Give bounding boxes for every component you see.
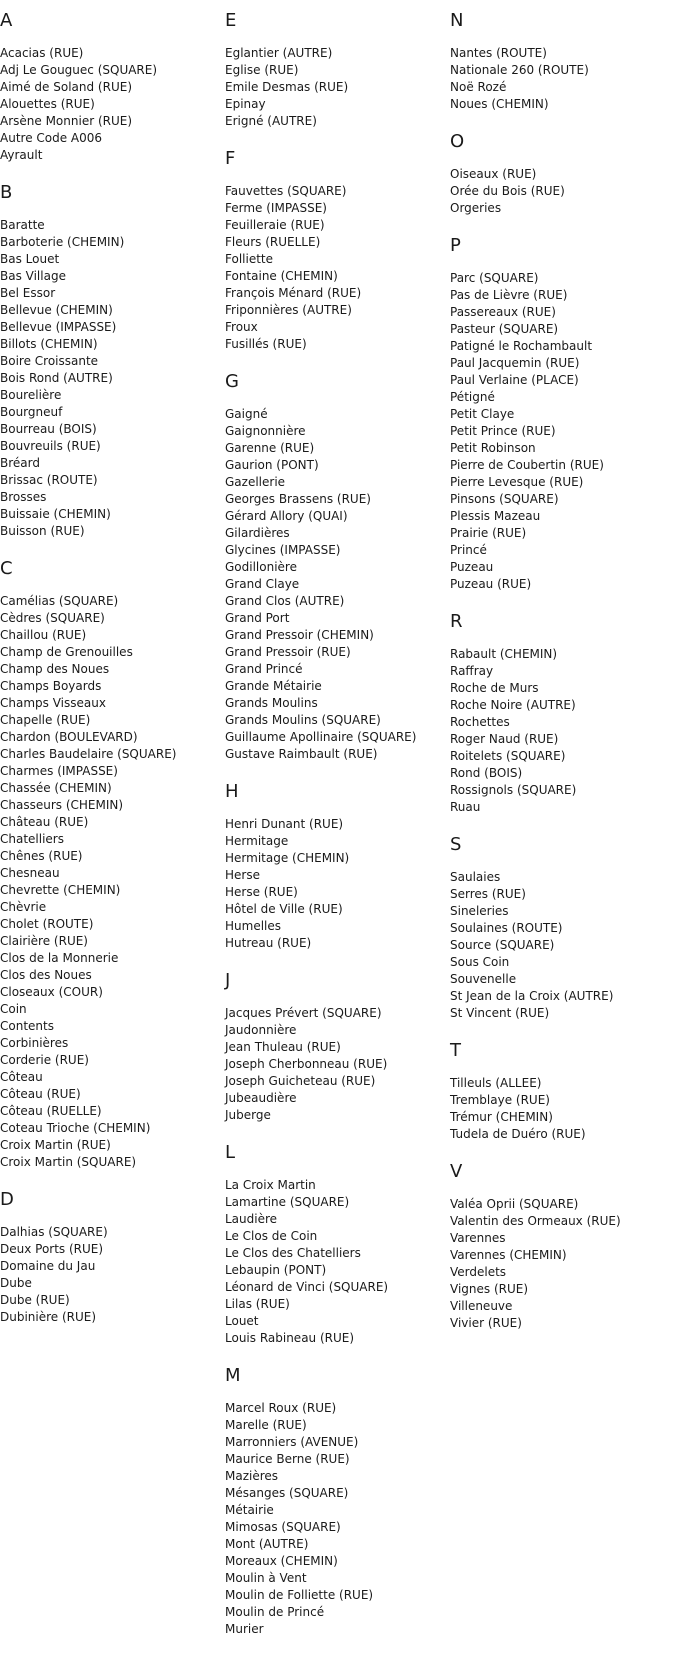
street-link[interactable]: François Ménard (RUE) xyxy=(225,286,362,300)
street-link[interactable]: Grand Pressoir (CHEMIN) xyxy=(225,628,374,642)
street-link[interactable]: Paul Verlaine (PLACE) xyxy=(450,373,579,387)
street-link[interactable]: Pinsons (SQUARE) xyxy=(450,492,559,506)
street-link[interactable]: Puzeau xyxy=(450,560,494,574)
street-link[interactable]: Champs Boyards xyxy=(0,679,102,693)
street-link[interactable]: Ferme (IMPASSE) xyxy=(225,201,327,215)
street-link[interactable]: Sineleries xyxy=(450,904,509,918)
street-link[interactable]: Champs Visseaux xyxy=(0,696,106,710)
street-link[interactable]: Clos des Noues xyxy=(0,968,92,982)
letter-section xyxy=(225,370,450,763)
street-link[interactable]: Corderie (RUE) xyxy=(0,1053,89,1067)
street-link[interactable]: Bel Essor xyxy=(0,286,56,300)
street-link[interactable]: St Jean de la Croix (AUTRE) xyxy=(450,989,614,1003)
letter-heading: V xyxy=(450,1161,463,1182)
street-link[interactable]: Chasseurs (CHEMIN) xyxy=(0,798,124,812)
street-link[interactable]: Corbinières xyxy=(0,1036,69,1050)
street-link[interactable]: Mésanges (SQUARE) xyxy=(225,1486,349,1500)
street-link[interactable]: Jean Thuleau (RUE) xyxy=(225,1040,341,1054)
street-link[interactable]: Verdelets xyxy=(450,1265,507,1279)
street-link[interactable]: Grand Port xyxy=(225,611,290,625)
street-link[interactable]: Souvenelle xyxy=(450,972,517,986)
street-link[interactable]: Roitelets (SQUARE) xyxy=(450,749,566,763)
street-link[interactable]: Brissac (ROUTE) xyxy=(0,473,98,487)
street-link[interactable]: Cèdres (SQUARE) xyxy=(0,611,105,625)
street-link[interactable]: Eglantier (AUTRE) xyxy=(225,46,333,60)
street-link[interactable]: Marelle (RUE) xyxy=(225,1418,307,1432)
letter-section xyxy=(225,780,450,952)
street-list xyxy=(225,1005,450,1124)
street-link[interactable]: Buissaie (CHEMIN) xyxy=(0,507,111,521)
street-link[interactable]: Emile Desmas (RUE) xyxy=(225,80,349,94)
street-link[interactable]: Bois Rond (AUTRE) xyxy=(0,371,113,385)
street-link[interactable]: Château (RUE) xyxy=(0,815,89,829)
street-link[interactable]: Croix Martin (SQUARE) xyxy=(0,1155,137,1169)
street-list xyxy=(450,1196,675,1332)
letter-heading: E xyxy=(225,10,237,31)
street-link[interactable]: Roche Noire (AUTRE) xyxy=(450,698,576,712)
street-link[interactable]: Barboterie (CHEMIN) xyxy=(0,235,125,249)
street-link[interactable]: Coteau Trioche (CHEMIN) xyxy=(0,1121,151,1135)
street-list xyxy=(0,45,225,164)
street-link[interactable]: Moreaux (CHEMIN) xyxy=(225,1554,338,1568)
street-link[interactable]: Croix Martin (RUE) xyxy=(0,1138,111,1152)
street-link[interactable]: Georges Brassens (RUE) xyxy=(225,492,371,506)
street-link[interactable]: Bréard xyxy=(0,456,40,470)
street-link[interactable]: Humelles xyxy=(225,919,282,933)
street-link[interactable]: Champ des Noues xyxy=(0,662,110,676)
letter-section xyxy=(450,833,675,1022)
street-list xyxy=(450,45,675,113)
street-link[interactable]: Henri Dunant (RUE) xyxy=(225,817,344,831)
street-link[interactable]: Ruau xyxy=(450,800,481,814)
street-link[interactable]: Cholet (ROUTE) xyxy=(0,917,94,931)
letter-heading: N xyxy=(450,10,464,31)
street-link[interactable]: Coin xyxy=(0,1002,27,1016)
street-link[interactable]: Rond (BOIS) xyxy=(450,766,523,780)
street-link[interactable]: Chaillou (RUE) xyxy=(0,628,87,642)
street-link[interactable]: Bourelière xyxy=(0,388,62,402)
street-link[interactable]: Herse xyxy=(225,868,260,882)
street-link[interactable]: Pierre Levesque (RUE) xyxy=(450,475,584,489)
street-link[interactable]: Jubeaudière xyxy=(225,1091,297,1105)
street-link[interactable]: Gazellerie xyxy=(225,475,286,489)
street-list xyxy=(225,45,450,130)
street-link[interactable]: Roger Naud (RUE) xyxy=(450,732,559,746)
street-link[interactable]: Parc (SQUARE) xyxy=(450,271,539,285)
street-link[interactable]: Epinay xyxy=(225,97,266,111)
street-list xyxy=(0,593,225,1171)
street-link[interactable]: Camélias (SQUARE) xyxy=(0,594,119,608)
letter-heading: L xyxy=(225,1142,236,1163)
street-link[interactable]: Valentin des Ormeaux (RUE) xyxy=(450,1214,621,1228)
street-link[interactable]: Moulin de Princé xyxy=(225,1605,325,1619)
street-link[interactable]: Grand Princé xyxy=(225,662,303,676)
letter-heading: T xyxy=(450,1040,461,1061)
street-link[interactable]: Patigné le Rochambault xyxy=(450,339,593,353)
street-list xyxy=(450,1075,675,1143)
street-link[interactable]: Chesneau xyxy=(0,866,60,880)
street-link[interactable]: Grands Moulins xyxy=(225,696,318,710)
street-link[interactable]: Chatelliers xyxy=(0,832,64,846)
street-link[interactable]: Arsène Monnier (RUE) xyxy=(0,114,133,128)
street-link[interactable]: Grands Moulins (SQUARE) xyxy=(225,713,381,727)
letter-section xyxy=(450,234,675,593)
street-link[interactable]: Charles Baudelaire (SQUARE) xyxy=(0,747,177,761)
letter-heading: B xyxy=(0,182,13,203)
street-link[interactable]: Gaignonnière xyxy=(225,424,306,438)
letter-heading: H xyxy=(225,781,239,802)
letter-heading: O xyxy=(450,131,465,152)
street-link[interactable]: Billots (CHEMIN) xyxy=(0,337,98,351)
street-link[interactable]: Grand Claye xyxy=(225,577,300,591)
street-link[interactable]: Pétigné xyxy=(450,390,495,404)
street-link[interactable]: Prairie (RUE) xyxy=(450,526,527,540)
street-link[interactable]: Hermitage (CHEMIN) xyxy=(225,851,350,865)
street-link[interactable]: Champ de Grenouilles xyxy=(0,645,133,659)
letter-heading: C xyxy=(0,558,13,579)
street-link[interactable]: Louis Rabineau (RUE) xyxy=(225,1331,355,1345)
street-link[interactable]: Rochettes xyxy=(450,715,510,729)
street-link[interactable]: Pasteur (SQUARE) xyxy=(450,322,559,336)
street-list xyxy=(225,406,450,763)
street-link[interactable]: Jaudonnière xyxy=(225,1023,297,1037)
street-list xyxy=(450,166,675,217)
street-link[interactable]: Métairie xyxy=(225,1503,274,1517)
street-link[interactable]: Varennes (CHEMIN) xyxy=(450,1248,567,1262)
street-link[interactable]: Dube (RUE) xyxy=(0,1293,70,1307)
street-list xyxy=(0,217,225,540)
letter-section xyxy=(225,9,450,130)
street-link[interactable]: Paul Jacquemin (RUE) xyxy=(450,356,580,370)
street-link[interactable]: Serres (RUE) xyxy=(450,887,526,901)
street-link[interactable]: Closeaux (COUR) xyxy=(0,985,103,999)
letter-section xyxy=(450,1160,675,1332)
street-link[interactable]: Côteau (RUE) xyxy=(0,1087,81,1101)
letter-section xyxy=(225,147,450,353)
street-link[interactable]: Vignes (RUE) xyxy=(450,1282,529,1296)
street-link[interactable]: Trémur (CHEMIN) xyxy=(450,1110,553,1124)
street-link[interactable]: Orgeries xyxy=(450,201,502,215)
street-link[interactable]: Gaurion (PONT) xyxy=(225,458,319,472)
index-column-2 xyxy=(225,9,450,1669)
street-link[interactable]: Bellevue (CHEMIN) xyxy=(0,303,113,317)
street-link[interactable]: Gérard Allory (QUAI) xyxy=(225,509,348,523)
street-list xyxy=(450,270,675,593)
street-link[interactable]: La Croix Martin xyxy=(225,1178,316,1192)
street-link[interactable]: Jacques Prévert (SQUARE) xyxy=(225,1006,382,1020)
street-link[interactable]: Maurice Berne (RUE) xyxy=(225,1452,350,1466)
street-link[interactable]: Noë Rozé xyxy=(450,80,507,94)
street-link[interactable]: Le Clos des Chatelliers xyxy=(225,1246,361,1260)
street-link[interactable]: Joseph Guicheteau (RUE) xyxy=(225,1074,376,1088)
street-link[interactable]: St Vincent (RUE) xyxy=(450,1006,550,1020)
street-link[interactable]: Bourreau (BOIS) xyxy=(0,422,97,436)
letter-section xyxy=(225,1141,450,1347)
street-link[interactable]: Moulin de Folliette (RUE) xyxy=(225,1588,374,1602)
street-link[interactable]: Fauvettes (SQUARE) xyxy=(225,184,347,198)
letter-heading: D xyxy=(0,1189,14,1210)
street-link[interactable]: Léonard de Vinci (SQUARE) xyxy=(225,1280,389,1294)
street-link[interactable]: Gaigné xyxy=(225,407,268,421)
street-link[interactable]: Oiseaux (RUE) xyxy=(450,167,537,181)
letter-section xyxy=(0,9,225,164)
street-link[interactable]: Charmes (IMPASSE) xyxy=(0,764,118,778)
street-link[interactable]: Hutreau (RUE) xyxy=(225,936,312,950)
street-link[interactable]: Aimé de Soland (RUE) xyxy=(0,80,132,94)
street-link[interactable]: Petit Claye xyxy=(450,407,515,421)
letter-heading: J xyxy=(225,970,231,991)
street-list xyxy=(225,183,450,353)
street-list xyxy=(225,1177,450,1347)
street-link[interactable]: Folliette xyxy=(225,252,273,266)
street-list xyxy=(450,869,675,1022)
street-link[interactable]: Petit Prince (RUE) xyxy=(450,424,556,438)
letter-section xyxy=(450,9,675,113)
letter-heading: F xyxy=(225,148,236,169)
street-link[interactable]: Herse (RUE) xyxy=(225,885,298,899)
street-link[interactable]: Marronniers (AVENUE) xyxy=(225,1435,359,1449)
letter-section xyxy=(0,557,225,1171)
letter-section xyxy=(0,1188,225,1326)
street-link[interactable]: Dalhias (SQUARE) xyxy=(0,1225,108,1239)
letter-section xyxy=(450,1039,675,1143)
street-link[interactable]: Pas de Lièvre (RUE) xyxy=(450,288,568,302)
letter-heading: A xyxy=(0,10,13,31)
street-link[interactable]: Glycines (IMPASSE) xyxy=(225,543,341,557)
letter-heading: P xyxy=(450,235,461,256)
street-link[interactable]: Nationale 260 (ROUTE) xyxy=(450,63,589,77)
street-link[interactable]: Bourgneuf xyxy=(0,405,63,419)
street-link[interactable]: Rabault (CHEMIN) xyxy=(450,647,558,661)
street-link[interactable]: Chardon (BOULEVARD) xyxy=(0,730,138,744)
letter-section xyxy=(450,130,675,217)
street-link[interactable]: Saulaies xyxy=(450,870,501,884)
street-link[interactable]: Sous Coin xyxy=(450,955,510,969)
street-link[interactable]: Marcel Roux (RUE) xyxy=(225,1401,337,1415)
letter-section xyxy=(225,969,450,1124)
street-link[interactable]: Valéa Oprii (SQUARE) xyxy=(450,1197,579,1211)
street-link[interactable]: Bas Village xyxy=(0,269,66,283)
street-link[interactable]: Buisson (RUE) xyxy=(0,524,85,538)
letter-section xyxy=(0,181,225,540)
street-link[interactable]: Raffray xyxy=(450,664,494,678)
street-link[interactable]: Clos de la Monnerie xyxy=(0,951,119,965)
street-link[interactable]: Baratte xyxy=(0,218,45,232)
street-link[interactable]: Guillaume Apollinaire (SQUARE) xyxy=(225,730,417,744)
street-link[interactable]: Bouvreuils (RUE) xyxy=(0,439,101,453)
street-link[interactable]: Adj Le Gouguec (SQUARE) xyxy=(0,63,158,77)
index-column-3 xyxy=(450,9,675,1669)
street-link[interactable]: Grande Métairie xyxy=(225,679,322,693)
letter-section xyxy=(225,1364,450,1638)
street-link[interactable]: Source (SQUARE) xyxy=(450,938,555,952)
street-link[interactable]: Joseph Cherbonneau (RUE) xyxy=(225,1057,388,1071)
street-link[interactable]: Bellevue (IMPASSE) xyxy=(0,320,117,334)
street-link[interactable]: Hermitage xyxy=(225,834,289,848)
street-link[interactable]: Chèvrie xyxy=(0,900,47,914)
street-link[interactable]: Friponnières (AUTRE) xyxy=(225,303,352,317)
street-link[interactable]: Lebaupin (PONT) xyxy=(225,1263,327,1277)
street-link[interactable]: Deux Ports (RUE) xyxy=(0,1242,104,1256)
street-link[interactable]: Vivier (RUE) xyxy=(450,1316,522,1330)
street-link[interactable]: Chevrette (CHEMIN) xyxy=(0,883,121,897)
street-link[interactable]: Lilas (RUE) xyxy=(225,1297,290,1311)
street-link[interactable]: Mont (AUTRE) xyxy=(225,1537,309,1551)
street-link[interactable]: Princé xyxy=(450,543,487,557)
street-link[interactable]: Tilleuls (ALLEE) xyxy=(450,1076,542,1090)
street-link[interactable]: Côteau (RUELLE) xyxy=(0,1104,102,1118)
letter-heading: R xyxy=(450,611,463,632)
street-link[interactable]: Contents xyxy=(0,1019,54,1033)
street-link[interactable]: Petit Robinson xyxy=(450,441,536,455)
street-link[interactable]: Gilardières xyxy=(225,526,290,540)
street-link[interactable]: Murier xyxy=(225,1622,264,1636)
street-link[interactable]: Grand Pressoir (RUE) xyxy=(225,645,351,659)
street-link[interactable]: Alouettes (RUE) xyxy=(0,97,95,111)
street-link[interactable]: Autre Code A006 xyxy=(0,131,103,145)
street-link[interactable]: Plessis Mazeau xyxy=(450,509,541,523)
street-link[interactable]: Puzeau (RUE) xyxy=(450,577,532,591)
street-list xyxy=(225,1400,450,1638)
street-link[interactable]: Dubinière (RUE) xyxy=(0,1310,97,1324)
street-link[interactable]: Tremblaye (RUE) xyxy=(450,1093,550,1107)
street-list xyxy=(225,816,450,952)
street-link[interactable]: Varennes xyxy=(450,1231,506,1245)
letter-heading: S xyxy=(450,834,462,855)
street-link[interactable]: Roche de Murs xyxy=(450,681,539,695)
street-link[interactable]: Ayrault xyxy=(0,148,43,162)
street-list xyxy=(0,1224,225,1326)
street-link[interactable]: Noues (CHEMIN) xyxy=(450,97,549,111)
street-link[interactable]: Soulaines (ROUTE) xyxy=(450,921,563,935)
street-link[interactable]: Le Clos de Coin xyxy=(225,1229,318,1243)
street-link[interactable]: Hôtel de Ville (RUE) xyxy=(225,902,343,916)
street-link[interactable]: Gustave Raimbault (RUE) xyxy=(225,747,378,761)
street-link[interactable]: Mazières xyxy=(225,1469,279,1483)
street-link[interactable]: Bas Louet xyxy=(0,252,60,266)
street-link[interactable]: Louet xyxy=(225,1314,259,1328)
street-link[interactable]: Fleurs (RUELLE) xyxy=(225,235,321,249)
street-link[interactable]: Fusillés (RUE) xyxy=(225,337,307,351)
street-link[interactable]: Clairière (RUE) xyxy=(0,934,88,948)
street-link[interactable]: Côteau xyxy=(0,1070,43,1084)
street-link[interactable]: Domaine du Jau xyxy=(0,1259,96,1273)
street-link[interactable]: Lamartine (SQUARE) xyxy=(225,1195,350,1209)
street-link[interactable]: Grand Clos (AUTRE) xyxy=(225,594,345,608)
street-link[interactable]: Mimosas (SQUARE) xyxy=(225,1520,341,1534)
street-link[interactable]: Chapelle (RUE) xyxy=(0,713,91,727)
street-link[interactable]: Chassée (CHEMIN) xyxy=(0,781,112,795)
street-link[interactable]: Erigné (AUTRE) xyxy=(225,114,317,128)
index-column-1 xyxy=(0,9,225,1669)
street-link[interactable]: Feuilleraie (RUE) xyxy=(225,218,325,232)
street-link[interactable]: Passereaux (RUE) xyxy=(450,305,556,319)
letter-section xyxy=(450,610,675,816)
street-link[interactable]: Fontaine (CHEMIN) xyxy=(225,269,338,283)
street-link[interactable]: Eglise (RUE) xyxy=(225,63,299,77)
street-link[interactable]: Godillonière xyxy=(225,560,297,574)
street-link[interactable]: Rossignols (SQUARE) xyxy=(450,783,577,797)
letter-heading: G xyxy=(225,371,239,392)
street-link[interactable]: Garenne (RUE) xyxy=(225,441,315,455)
street-link[interactable]: Acacias (RUE) xyxy=(0,46,84,60)
street-link[interactable]: Brosses xyxy=(0,490,47,504)
street-link[interactable]: Pierre de Coubertin (RUE) xyxy=(450,458,604,472)
street-list xyxy=(450,646,675,816)
street-link[interactable]: Froux xyxy=(225,320,258,334)
street-link[interactable]: Nantes (ROUTE) xyxy=(450,46,547,60)
street-link[interactable]: Orée du Bois (RUE) xyxy=(450,184,565,198)
street-link[interactable]: Boire Croissante xyxy=(0,354,99,368)
letter-heading: M xyxy=(225,1365,241,1386)
street-link[interactable]: Laudière xyxy=(225,1212,278,1226)
street-link[interactable]: Moulin à Vent xyxy=(225,1571,307,1585)
street-link[interactable]: Dube xyxy=(0,1276,32,1290)
street-link[interactable]: Villeneuve xyxy=(450,1299,513,1313)
street-link[interactable]: Juberge xyxy=(225,1108,271,1122)
street-link[interactable]: Tudela de Duéro (RUE) xyxy=(450,1127,586,1141)
street-link[interactable]: Chênes (RUE) xyxy=(0,849,83,863)
